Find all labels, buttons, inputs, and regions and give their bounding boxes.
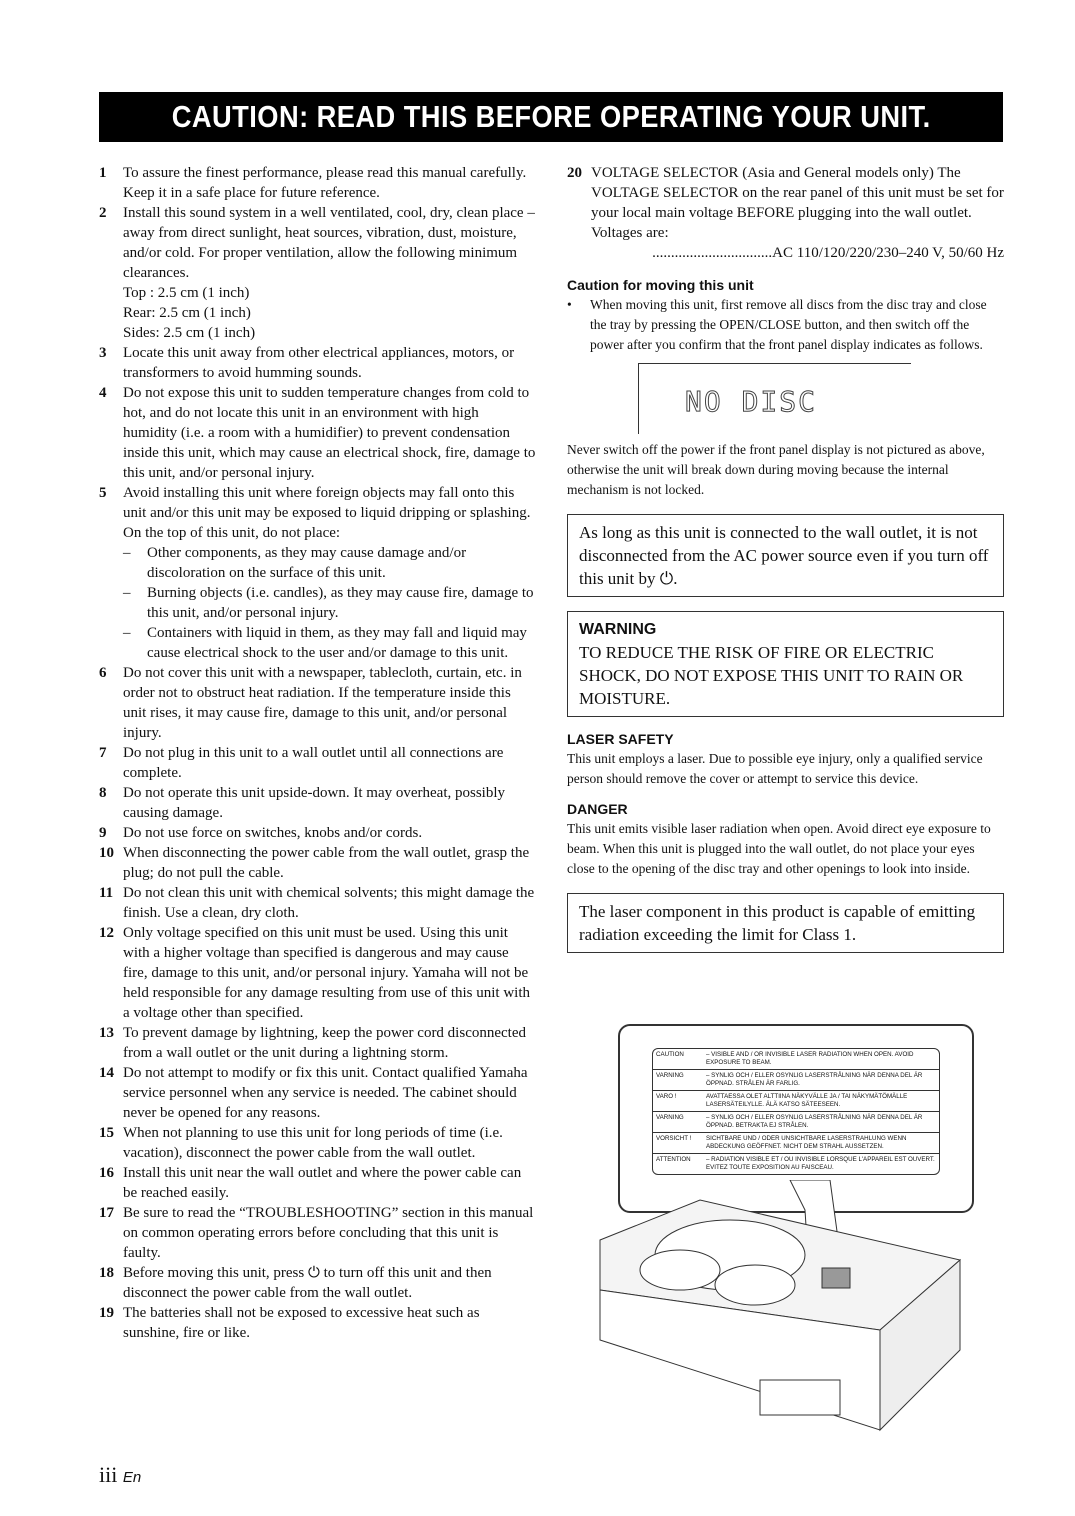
item-text: To prevent damage by lightning, keep the power cord disconnected from a wall outlet or the unit during a lightning storm.: [123, 1025, 526, 1061]
item-text: Before moving this unit, press ⏻ to turn off this unit and then disconnect the power cable from the wall outlet.: [123, 1265, 492, 1301]
list-item: [99, 843, 536, 883]
label-row: [653, 1154, 939, 1174]
item-body: [123, 883, 536, 923]
language-tag: En: [122, 1469, 142, 1486]
item-text: Only voltage specified on this unit must be used. Using this unit with a higher voltage than specified is dangerous and may cause fire, damage to this unit, and/or personal injury. Yamaha will not be held responsible for any damage resulting from use of this unit with a voltage other than specified.: [123, 925, 530, 1021]
label-key: VARNING: [656, 1072, 684, 1079]
item-number: 8: [99, 785, 107, 801]
clearance-line: Sides: 2.5 cm (1 inch): [123, 325, 256, 341]
voltages-text: ................................AC 110/120/220/230–240 V, 50/60 Hz: [652, 245, 1004, 261]
item-body: [123, 203, 536, 343]
label-value: SICHTBARE UND / ODER UNSICHTBARE LASERSTRAHLUNG WENN ABDECKUNG GEÖFFNET. NICHT DEM STRAHL AUSSETZEN.: [706, 1135, 907, 1150]
dash-icon: –: [123, 545, 131, 561]
item-number: 19: [99, 1305, 114, 1321]
item-body: [123, 1163, 536, 1203]
item-body: [123, 343, 536, 383]
list-item: [99, 663, 536, 743]
display-text: NO DISC: [685, 385, 818, 418]
item-number: 6: [99, 665, 107, 681]
item-text: Do not plug in this unit to a wall outlet until all connections are complete.: [123, 745, 504, 781]
label-row: [653, 1070, 939, 1091]
label-value: – SYNLIG OCH / ELLER OSYNLIG LASERSTRÅLNING NÄR DENNA DEL ÄR ÖPPNAD. BETRAKTA EJ STRÅLEN.: [706, 1114, 923, 1129]
list-item: [99, 1023, 536, 1063]
item-body: [123, 923, 536, 1023]
label-value: – RADIATION VISIBLE ET / OU INVISIBLE LORSQUE L'APPAREIL EST OUVERT. EVITEZ TOUTE EXPOSITION AU FAISCEAU.: [706, 1156, 935, 1171]
left-column: [99, 163, 536, 1343]
item-number: 4: [99, 385, 107, 401]
item-body: [123, 783, 536, 823]
list-item: [99, 343, 536, 383]
item-number: 10: [99, 845, 114, 861]
list-item: [99, 743, 536, 783]
item-text: To assure the finest performance, please read this manual carefully. Keep it in a safe place for future reference.: [123, 165, 527, 201]
item-body: [123, 823, 536, 843]
item-body: [123, 163, 536, 203]
dash-icon: –: [123, 585, 131, 601]
list-item: [99, 1063, 536, 1123]
page-footer: [99, 1462, 141, 1488]
danger-text: This unit emits visible laser radiation when open. Avoid direct eye exposure to beam. When this unit is plugged into the wall outlet, do not place your eyes close to the opening of the disc tray and other openings to look into inside.: [567, 821, 991, 876]
item-text: Be sure to read the “TROUBLESHOOTING” section in this manual on common operating errors before concluding that this unit is faulty.: [123, 1205, 534, 1261]
front-panel-display: [638, 363, 911, 434]
list-item: [99, 483, 536, 663]
label-key: ATTENTION: [656, 1156, 691, 1163]
title-text: CAUTION: READ THIS BEFORE OPERATING YOUR UNIT.: [171, 99, 931, 134]
item-text: VOLTAGE SELECTOR (Asia and General models only) The VOLTAGE SELECTOR on the rear panel of this unit must be set for your local main voltage BEFORE plugging into the wall outlet. Voltages are:: [591, 165, 1004, 241]
right-column: [567, 163, 1004, 953]
list-item: [99, 883, 536, 923]
item-text: Install this unit near the wall outlet and where the power cable can be reached easily.: [123, 1165, 522, 1201]
item-number: 16: [99, 1165, 114, 1181]
item-number: 9: [99, 825, 107, 841]
item-number: 11: [99, 885, 114, 901]
power-notice-box: As long as this unit is connected to the wall outlet, it is not disconnected from the AC power source even if you turn off this unit by ⏻.: [567, 514, 1004, 597]
moving-heading: Caution for moving this unit: [567, 277, 754, 293]
class-notice-box: The laser component in this product is capable of emitting radiation exceeding the limit for Class 1.: [567, 893, 1004, 953]
list-item: [99, 823, 536, 843]
label-key: VARO !: [656, 1093, 677, 1100]
item-number: 2: [99, 205, 107, 221]
label-value: – SYNLIG OCH / ELLER OSYNLIG LASERSTRÅLNING NÄR DENNA DEL ÄR ÖPPNAD. STRÅLEN ÄR FARLIG.: [706, 1072, 923, 1087]
page-title: [99, 92, 1003, 142]
item-text: Do not attempt to modify or fix this unit. Contact qualified Yamaha service personnel when any service is needed. The cabinet should never be opened for any reasons.: [123, 1065, 528, 1121]
item-number: 5: [99, 485, 107, 501]
sub-item-text: Containers with liquid in them, as they may fall and liquid may cause electrical shock to the user and/or damage to this unit.: [147, 625, 527, 661]
item-number: 13: [99, 1025, 114, 1041]
list-item: [99, 1303, 536, 1343]
item-number: 15: [99, 1125, 114, 1141]
list-item: [99, 783, 536, 823]
laser-caution-label: [652, 1048, 940, 1175]
label-row: [653, 1091, 939, 1112]
item-body: [123, 1123, 536, 1163]
item-text: When not planning to use this unit for long periods of time (i.e. vacation), disconnect the power cable from the wall outlet.: [123, 1125, 503, 1161]
list-item: [99, 163, 536, 203]
item-text: Do not cover this unit with a newspaper, tablecloth, curtain, etc. in order not to obstruct heat radiation. If the temperature inside this unit rises, it may cause fire, damage to this unit, and/or personal injury.: [123, 665, 522, 741]
laser-text: This unit employs a laser. Due to possible eye injury, only a qualified service person should remove the cover or attempt to service this device.: [567, 751, 983, 786]
list-item: [99, 923, 536, 1023]
list-item: [99, 383, 536, 483]
list-item: [567, 163, 1004, 263]
item-body: [123, 743, 536, 783]
item-text: Do not use force on switches, knobs and/or cords.: [123, 825, 423, 841]
laser-heading: LASER SAFETY: [567, 731, 674, 747]
item-number: 18: [99, 1265, 114, 1281]
item-body: [123, 1023, 536, 1063]
rear-panel-jacks: [760, 1380, 840, 1415]
label-key: VARNING: [656, 1114, 684, 1121]
item-number: 7: [99, 745, 107, 761]
item-text: Do not expose this unit to sudden temperature changes from cold to hot, and do not locate this unit in an environment with high humidity (i.e. a room with a humidifier) to prevent condensation inside this unit, which may cause an electrical shock, fire, damage to this unit, and/or personal injury.: [123, 385, 536, 481]
item-body: [123, 383, 536, 483]
item-text: Locate this unit away from other electrical appliances, motors, or transformers to avoid humming sounds.: [123, 345, 515, 381]
item-text: Avoid installing this unit where foreign objects may fall onto this unit and/or this unit may be exposed to liquid dripping or splashing. On the top of this unit, do not place:: [123, 485, 531, 541]
item-body: [123, 1303, 536, 1343]
item-number: 20: [567, 165, 582, 181]
item-body: [123, 483, 536, 663]
dash-icon: –: [123, 625, 131, 641]
item-body: [123, 1063, 536, 1123]
list-item: [99, 1203, 536, 1263]
item-number: 12: [99, 925, 114, 941]
item-text: Install this sound system in a well ventilated, cool, dry, clean place – away from direct sunlight, heat sources, vibration, dust, moisture, and/or cold. For proper ventilation, allow the following minimum clearances.: [123, 205, 535, 281]
item-body: [123, 843, 536, 883]
warning-box: [567, 611, 1004, 717]
sub-item-text: Other components, as they may cause damage and/or discoloration on the surface of this unit.: [147, 545, 467, 581]
item-body: [123, 1263, 536, 1303]
sub-item: [123, 543, 536, 583]
item-text: When disconnecting the power cable from the wall outlet, grasp the plug; do not pull the cable.: [123, 845, 530, 881]
label-location-marker: [822, 1268, 850, 1288]
list-item: [99, 1263, 536, 1303]
clearance-line: Rear: 2.5 cm (1 inch): [123, 305, 251, 321]
item-text: Do not clean this unit with chemical solvents; this might damage the finish. Use a clean, dry cloth.: [123, 885, 535, 921]
danger-heading: DANGER: [567, 801, 628, 817]
item-text: The batteries shall not be exposed to excessive heat such as sunshine, fire or like.: [123, 1305, 480, 1341]
label-value: – VISIBLE AND / OR INVISIBLE LASER RADIATION WHEN OPEN. AVOID EXPOSURE TO BEAM.: [706, 1051, 914, 1066]
item-number: 14: [99, 1065, 114, 1081]
sub-item-text: Burning objects (i.e. candles), as they may cause fire, damage to this unit, and/or personal injury.: [147, 585, 534, 621]
item-body: [123, 1203, 536, 1263]
bullet-icon: •: [567, 297, 572, 312]
unit-illustration: [580, 1180, 1000, 1450]
warning-text: TO REDUCE THE RISK OF FIRE OR ELECTRIC SHOCK, DO NOT EXPOSE THIS UNIT TO RAIN OR MOISTURE.: [579, 643, 964, 708]
label-row: [653, 1112, 939, 1133]
moving-note: Never switch off the power if the front panel display is not pictured as above, otherwise the unit will break down during moving because the internal mechanism is not locked.: [567, 442, 985, 497]
moving-text: When moving this unit, first remove all discs from the disc tray and close the tray by pressing the OPEN/CLOSE button, and then switch off the power after you confirm that the front panel display indicates as follows.: [590, 297, 987, 352]
item-body: [123, 663, 536, 743]
sub-item: [123, 583, 536, 623]
label-row: [653, 1133, 939, 1154]
list-item: [99, 1123, 536, 1163]
label-key: CAUTION: [656, 1051, 684, 1058]
sub-item: [123, 623, 536, 663]
item-number: 1: [99, 165, 107, 181]
item-number: 17: [99, 1205, 114, 1221]
label-key: VORSICHT !: [656, 1135, 692, 1142]
clearance-line: Top : 2.5 cm (1 inch): [123, 285, 250, 301]
page-number: iii: [99, 1462, 118, 1487]
list-item: [99, 203, 536, 343]
label-value: AVATTAESSA OLET ALTTIINA NÄKYVÄLLE JA / TAI NÄKYMÄTÖMÄLLE LASERSÄTEILYLLE. ÄLÄ KATSO SÄTEESEEN.: [706, 1093, 908, 1108]
item-number: 3: [99, 345, 107, 361]
list-item: [99, 1163, 536, 1203]
warning-heading: WARNING: [579, 621, 657, 638]
item-text: Do not operate this unit upside-down. It may overheat, possibly causing damage.: [123, 785, 506, 821]
label-row: [653, 1049, 939, 1070]
